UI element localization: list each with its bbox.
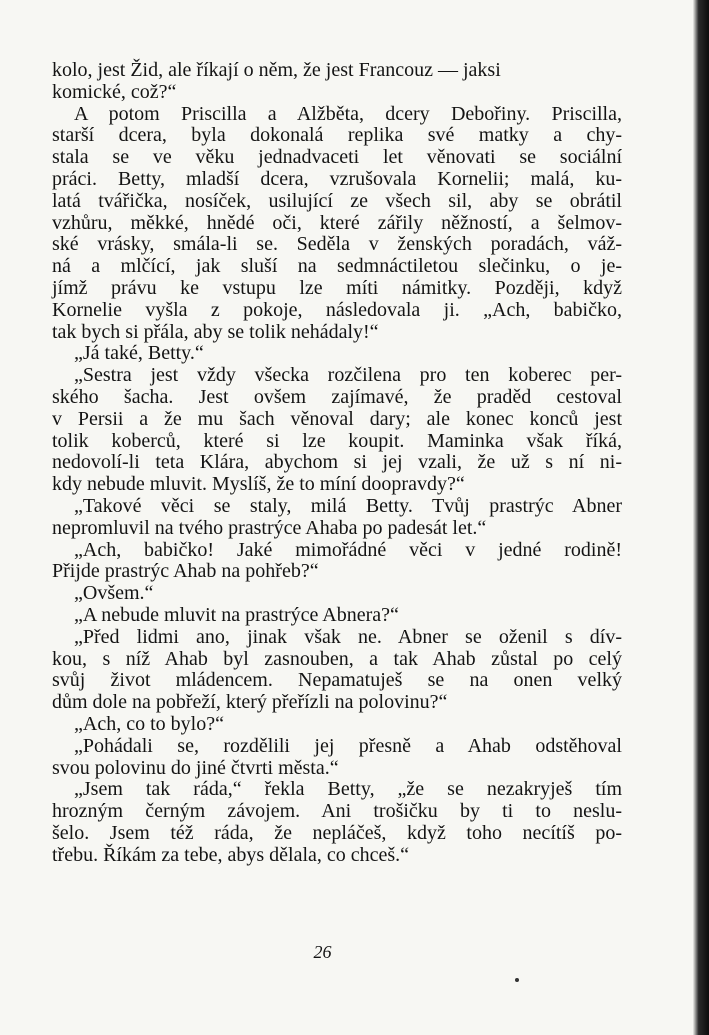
text-line: „Jsem tak ráda,“ řekla Betty, „že se nezakryješ tím	[74, 778, 622, 801]
text-line: Kornelie vyšla z pokoje, následovala ji. „Ach, babičko,	[52, 298, 622, 321]
text-line: svou polovinu do jiné čtvrti města.“	[52, 756, 339, 779]
text-line: komické, což?“	[52, 80, 177, 103]
text-line: ského šacha. Jest ovšem zajímavé, že praděd cestoval	[52, 385, 622, 408]
text-line: vzhůru, měkké, hnědé oči, které zářily něžností, a šelmov-	[52, 211, 622, 234]
ink-speck	[515, 978, 519, 982]
text-line: A potom Priscilla a Alžběta, dcery Debořiny. Priscilla,	[74, 102, 622, 125]
text-line: starší dcera, byla dokonalá replika své matky a chy-	[52, 124, 622, 147]
text-line: „Ach, babičko! Jaké mimořádné věci v jedné rodině!	[74, 538, 622, 561]
body-text	[52, 60, 622, 866]
text-line: ské vrásky, smála-li se. Seděla v ženských poradách, váž-	[52, 233, 622, 256]
text-line: kou, s níž Ahab byl zasnouben, a tak Ahab zůstal po celý	[52, 647, 622, 670]
text-line: „Pohádali se, rozdělili jej přesně a Ahab odstěhoval	[74, 734, 622, 757]
text-line: kdy nebude mluvit. Myslíš, že to míní doopravdy?“	[52, 473, 465, 496]
text-line: tolik koberců, které si lze koupit. Maminka však říká,	[52, 429, 622, 452]
book-spine-shadow	[693, 0, 709, 1035]
page-number: 26	[313, 942, 332, 962]
text-line: stala se ve věku jednadvaceti let věnovati se sociální	[52, 146, 622, 169]
text-line: třebu. Říkám za tebe, abys dělala, co chceš.“	[52, 843, 410, 866]
text-line: v Persii a že mu šach věnoval dary; ale konec konců jest	[52, 407, 622, 430]
text-line: „Já také, Betty.“	[74, 342, 204, 365]
text-line: „A nebude mluvit na prastrýce Abnera?“	[74, 603, 399, 626]
text-line: „Ovšem.“	[74, 582, 154, 605]
text-line: ná a mlčící, jak sluší na sedmnáctiletou slečinku, o je-	[52, 255, 622, 278]
text-line: jímž právu ke vstupu lze míti námitky. Později, když	[52, 276, 622, 299]
text-line: svůj život mládencem. Nepamatuješ se na onen velký	[52, 669, 622, 692]
text-line: hrozným černým závojem. Ani trošičku by ti to neslu-	[52, 800, 622, 823]
text-line: latá tvářička, nosíček, usilující ze všech sil, aby se obrátil	[52, 189, 622, 212]
text-line: „Sestra jest vždy všecka rozčilena pro ten koberec per-	[74, 364, 622, 387]
text-line: tak bych si přála, aby se tolik nehádaly!“	[52, 320, 379, 343]
text-line: „Před lidmi ano, jinak však ne. Abner se oženil s dív-	[74, 625, 622, 648]
text-line: kolo, jest Žid, ale říkají o něm, že jest Francouz — jaksi	[52, 59, 501, 81]
text-line: nedovolí-li teta Klára, abychom si jej vzali, že už s ní ni-	[52, 451, 622, 474]
text-line: šelo. Jsem též ráda, že nepláčeš, když toho necítíš po-	[52, 821, 622, 844]
text-line: Přijde prastrýc Ahab na pohřeb?“	[52, 560, 319, 583]
text-line: práci. Betty, mladší dcera, vzrušovala Kornelii; malá, ku-	[52, 167, 622, 190]
text-line: „Takové věci se staly, milá Betty. Tvůj prastrýc Abner	[74, 494, 622, 517]
text-line: nepromluvil na tvého prastrýce Ahaba po padesát let.“	[52, 516, 487, 539]
text-line: „Ach, co to bylo?“	[74, 712, 224, 735]
text-line: dům dole na pobřeží, který přeřízli na polovinu?“	[52, 691, 448, 714]
